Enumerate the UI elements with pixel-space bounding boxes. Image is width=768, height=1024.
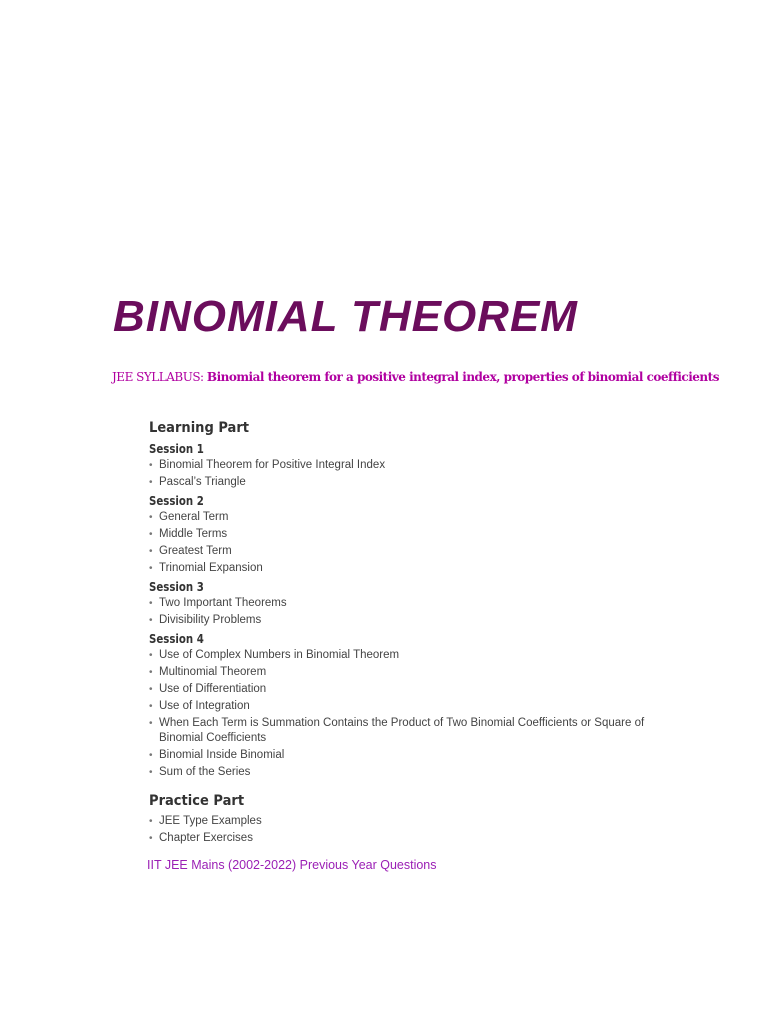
practice-part-heading: Practice Part	[149, 793, 245, 809]
session-2-heading: Session 2	[149, 494, 204, 508]
bullet-icon: •	[149, 684, 153, 695]
session-4-heading: Session 4	[149, 632, 204, 646]
session-3-topics	[149, 596, 669, 630]
list-item	[149, 648, 669, 665]
topic-text: Divisibility Problems	[159, 614, 262, 626]
list-item	[149, 665, 669, 682]
list-item	[149, 527, 669, 544]
bullet-icon: •	[149, 512, 153, 523]
topic-text: When Each Term is Summation Contains the Product of Two Binomial Coefficients or Square of Binomial Coefficients	[159, 717, 645, 744]
syllabus-line	[112, 370, 719, 384]
list-item	[149, 699, 669, 716]
list-item	[149, 831, 669, 848]
topic-text: Sum of the Series	[159, 766, 251, 778]
list-item	[149, 544, 669, 561]
topic-text: Use of Integration	[159, 700, 250, 712]
bullet-icon: •	[149, 701, 153, 712]
list-item	[149, 748, 669, 765]
previous-year-questions-line: IIT JEE Mains (2002-2022) Previous Year Questions	[147, 858, 437, 872]
syllabus-text: Binomial theorem for a positive integral index, properties of binomial coefficients	[206, 370, 719, 384]
practice-topics	[149, 814, 669, 848]
list-item	[149, 475, 669, 492]
topic-text: Binomial Inside Binomial	[159, 749, 285, 761]
list-item	[149, 561, 669, 578]
bullet-icon: •	[149, 615, 153, 626]
session-4-topics	[149, 648, 669, 782]
topic-text: Multinomial Theorem	[159, 666, 267, 678]
topic-text: Use of Complex Numbers in Binomial Theorem	[159, 649, 400, 661]
syllabus-label: JEE SYLLABUS:	[112, 370, 204, 384]
session-1-topics	[149, 458, 669, 492]
learning-part-heading: Learning Part	[149, 420, 250, 436]
session-1-heading: Session 1	[149, 442, 204, 456]
bullet-icon: •	[149, 667, 153, 678]
list-item	[149, 682, 669, 699]
bullet-icon: •	[149, 563, 153, 574]
session-3-heading: Session 3	[149, 580, 204, 594]
bullet-icon: •	[149, 833, 153, 844]
topic-text: JEE Type Examples	[159, 815, 262, 827]
topic-text: Pascal’s Triangle	[159, 476, 246, 488]
topic-text: Two Important Theorems	[159, 597, 287, 609]
list-item	[149, 510, 669, 527]
list-item	[149, 716, 669, 748]
bullet-icon: •	[149, 546, 153, 557]
bullet-icon: •	[149, 718, 153, 729]
bullet-icon: •	[149, 529, 153, 540]
session-2-topics	[149, 510, 669, 578]
chapter-contents	[149, 416, 669, 848]
topic-text: Greatest Term	[159, 545, 232, 557]
topic-text: Binomial Theorem for Positive Integral Index	[159, 459, 386, 471]
bullet-icon: •	[149, 598, 153, 609]
topic-text: Use of Differentiation	[159, 683, 267, 695]
bullet-icon: •	[149, 750, 153, 761]
bullet-icon: •	[149, 816, 153, 827]
bullet-icon: •	[149, 477, 153, 488]
list-item	[149, 613, 669, 630]
topic-text: Trinomial Expansion	[159, 562, 263, 574]
bullet-icon: •	[149, 767, 153, 778]
topic-text: Middle Terms	[159, 528, 228, 540]
list-item	[149, 458, 669, 475]
list-item	[149, 814, 669, 831]
chapter-title: BINOMIAL THEOREM	[113, 292, 578, 341]
bullet-icon: •	[149, 460, 153, 471]
bullet-icon: •	[149, 650, 153, 661]
topic-text: General Term	[159, 511, 229, 523]
topic-text: Chapter Exercises	[159, 832, 253, 844]
list-item	[149, 765, 669, 782]
list-item	[149, 596, 669, 613]
